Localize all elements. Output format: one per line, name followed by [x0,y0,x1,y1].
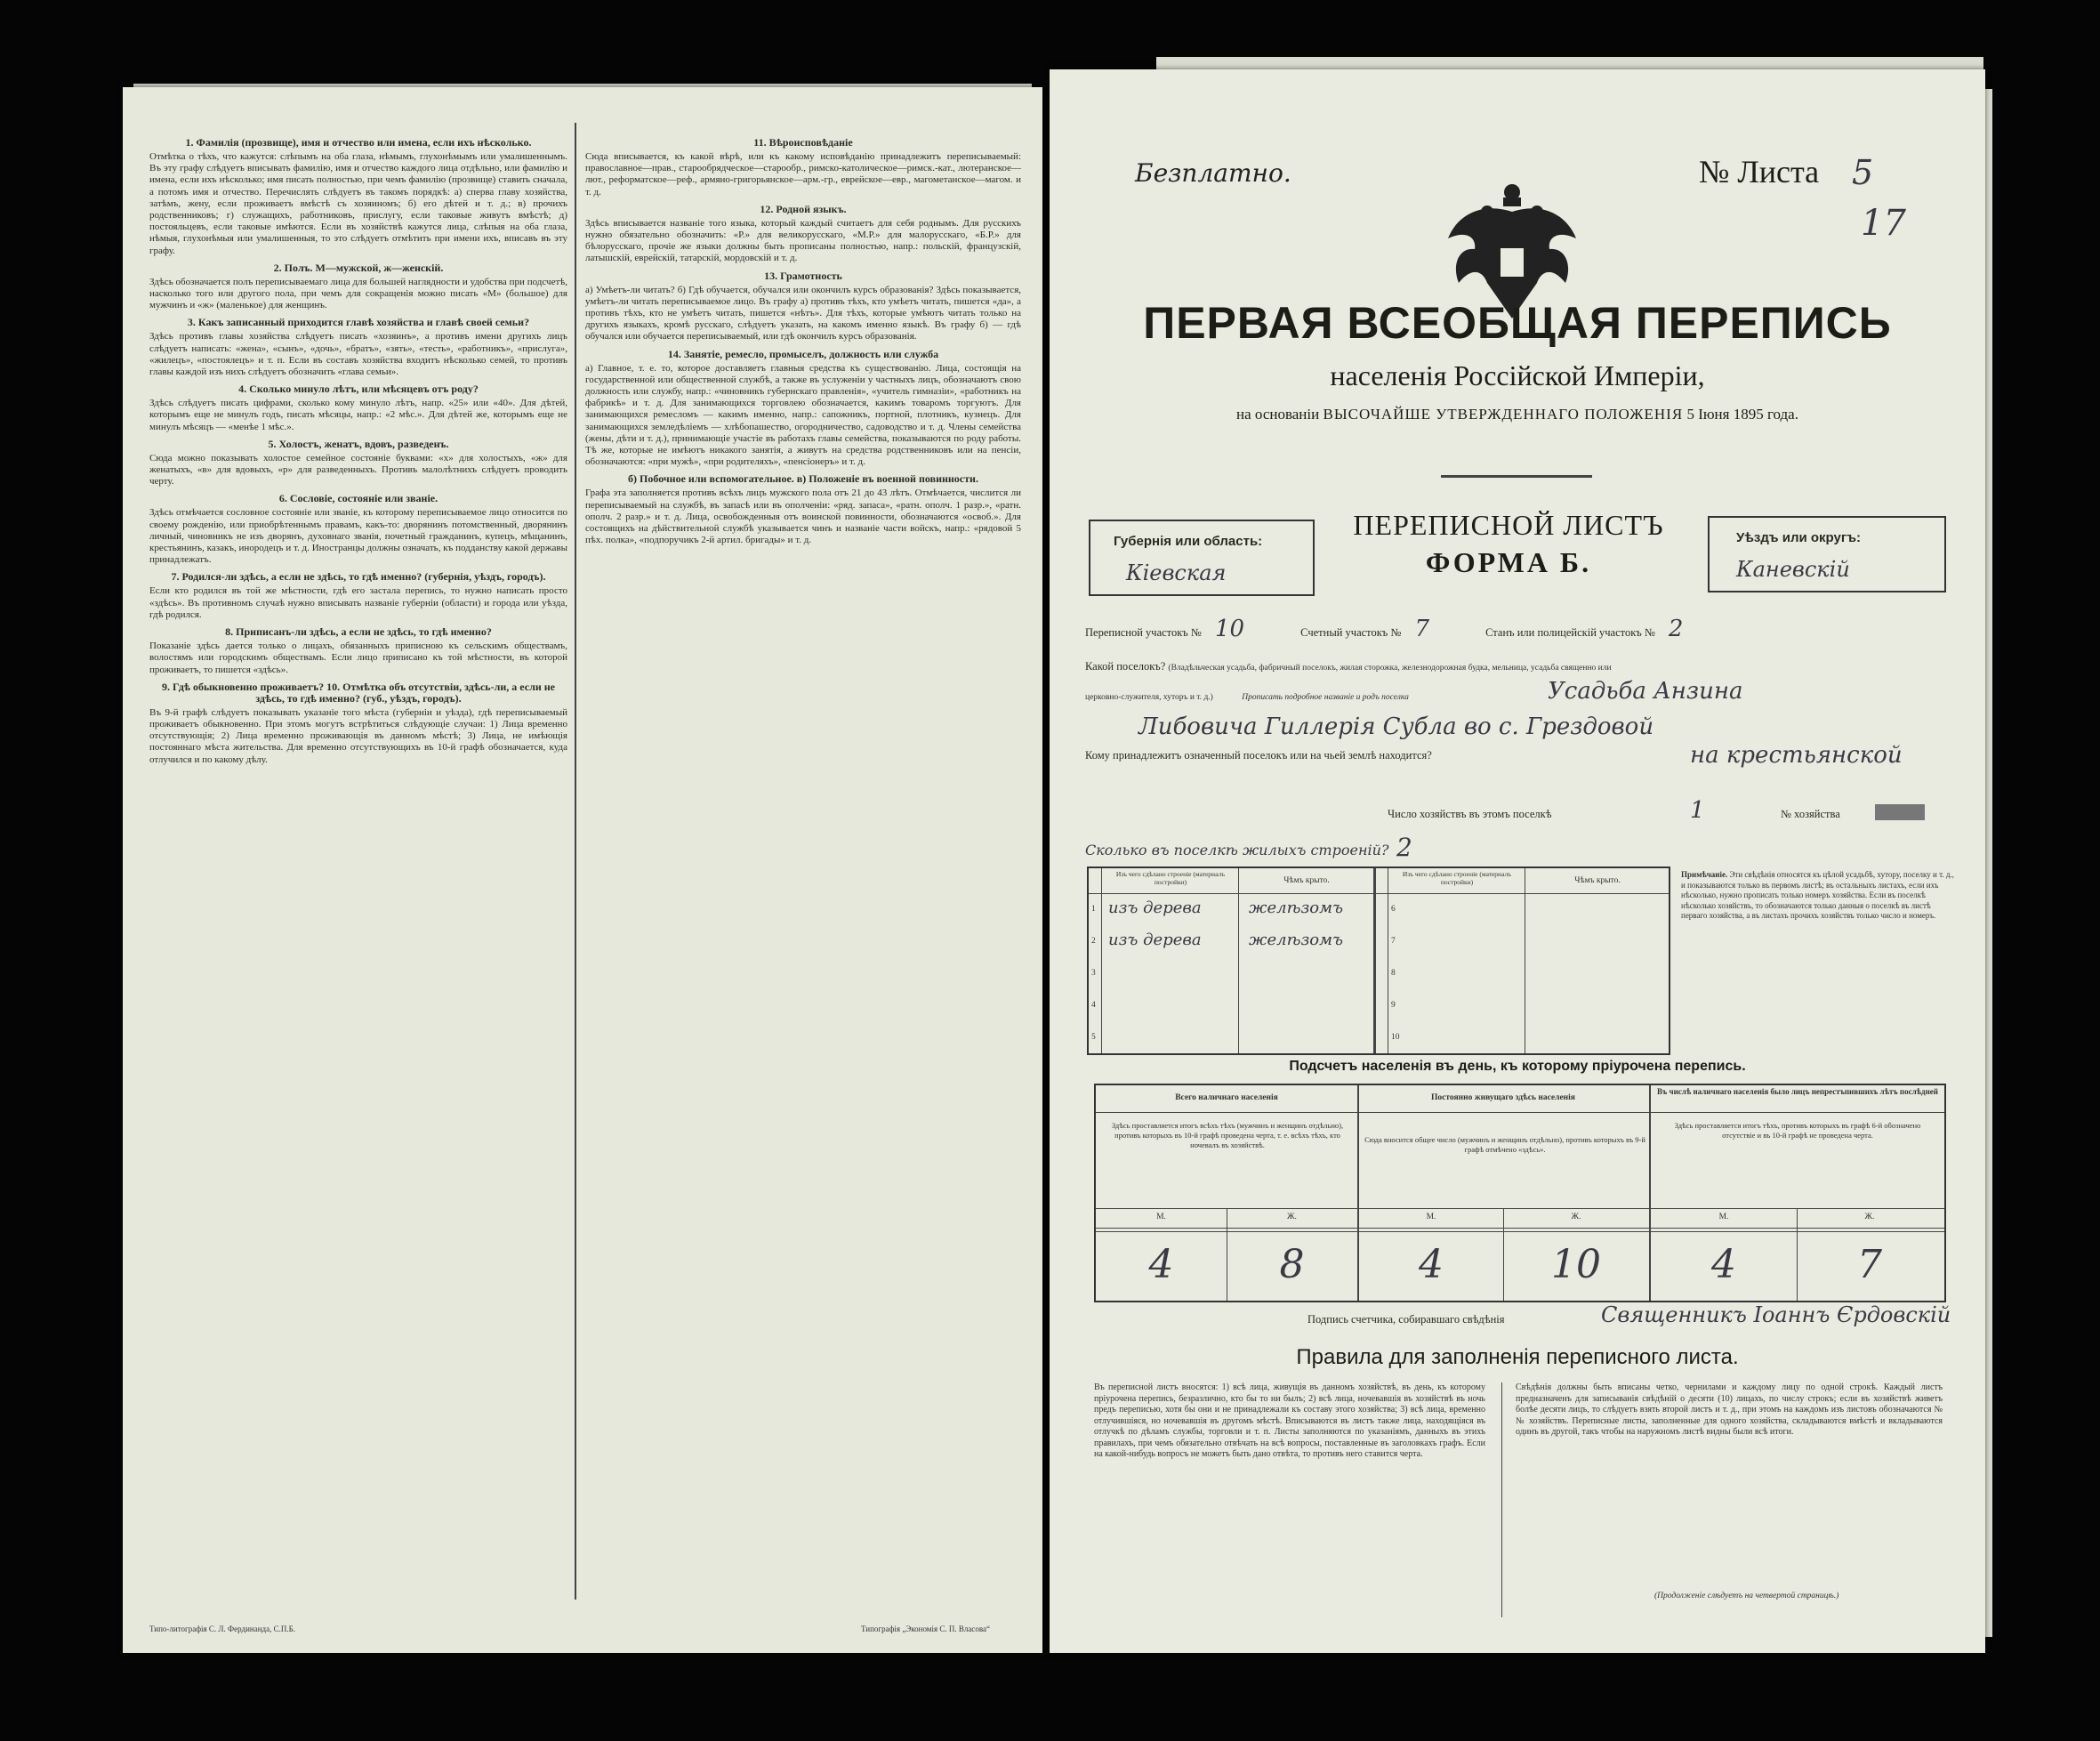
building-row-number: 2 [1091,937,1096,946]
count-col-head-2: Постоянно живущаго здѣсь населенія [1431,1093,1575,1102]
sex-male-header: М. [1718,1213,1729,1221]
buildings-note-body: Эти свѣдѣнія относятся къ цѣлой усадьбѣ, хутору, поселку и т. д., и показываются только въ первомъ листѣ; въ остальныхъ листахъ, если ихъ нѣсколько, нужно прописать только номеръ хозяйства. Если въ поселкѣ нѣсколько хозяйствъ, то обозначаются только данныя о поселкѣ въ листѣ перваго хозяйства, а въ листахъ прочихъ хозяйствъ только число и номеръ. [1681,870,1954,920]
household-number-box [1875,804,1925,820]
buildings-note [1681,870,1957,922]
building-row-number-2: 6 [1391,905,1396,914]
building-row-number-2: 7 [1391,937,1396,946]
settlement-name-hint: Прописать подробное названіе и родъ поселка [1242,693,1409,702]
guberniya-value: Кіевская [1126,560,1227,585]
instruction-heading: 2. Полъ. М—мужской, ж—женскій. [273,261,444,274]
instruction-body: Графа эта заполняется противъ всѣхъ лицъ мужского пола отъ 21 до 43 лѣтъ. Отмѣчается, числится ли переписываемый на службѣ, въ запасѣ или въ ополченіи: «ряд. запаса», «ратн. ополч. 1 разр.», «ратн. ополч. 2 разр.» и т. д. Лица, освобожденныя отъ воинской повинности, обозначаются «освоб.». Для состоящихъ на дѣйствительной службѣ указывается чинъ и названіе части войскъ, напр.: «рядовой 5 пѣх. полка», «подпоручикъ 2-й артил. бригады» и т. д. [585,488,1021,546]
settlement-hint: (Владѣльческая усадьба, фабричный поселокъ, жилая сторожка, железнодорожная будка, мельница, усадьба священно или [1168,664,1612,673]
population-count-value: 4 [1148,1242,1174,1287]
form-title: ПЕРЕПИСНОЙ ЛИСТЪ [1353,509,1664,541]
counting-district-label: Счетный участокъ № [1300,626,1402,639]
sheet-number-label: № Листа [1699,154,1820,189]
count-col-desc-1: Здѣсь проставляется итогъ всѣхъ тѣхъ (мужчинъ и женщинъ отдѣльно), противъ которыхъ въ 10-й графѣ проведена черта, т. е. всѣхъ тѣхъ, кто ночевалъ въ хозяйствѣ. [1111,1121,1344,1149]
signature-label: Подпись счетчика, собиравшаго свѣдѣнія [1307,1313,1505,1326]
instruction-heading: 1. Фамилія (прозвище), имя и отчество или имена, если ихъ нѣсколько. [185,136,532,149]
buildings-table [1087,866,1670,1055]
instruction-body: а) Главное, т. е. то, которое доставляетъ главныя средства къ существованію. Лица, состоящія на государственной или общественной службѣ, а также въ услуженіи у частныхъ лицъ, обозначаютъ свою должность или службу, напр.: «чиновникъ губернскаго правленія», «учитель гимназіи», «работникъ на фабрикѣ» и т. д. Для занимающихся торговлею обозначается, какимъ товаромъ торгуютъ. Для занимающихся ремесломъ — какимъ именно, напр.: сапожникъ, портной, плотникъ, кузнецъ. Для занимающихся земледѣліемъ — хлѣбопашество, огородничество, садоводство и т. д. Члены семейства (жены, дѣти и т. д.), принимающіе участіе въ работахъ главы семейства, показываются по роду работы. Тѣ же, которые не имѣютъ никакого занятія, а живутъ на средства родственниковъ или на пенсіи, обозначаются: «при мужѣ», «при родителяхъ», «пенсіонеръ» и т. д. [585,362,1021,468]
rules-divider [1501,1382,1502,1617]
district-line [1085,616,1966,642]
count-col-head-3: Въ числѣ наличнаго населенія было лицъ непрестъпившихъ лѣтъ послѣдней [1657,1087,1938,1096]
building-material: изъ дерева [1108,899,1202,917]
instructions-column-2 [585,132,1021,550]
uezd-label: Уѣздъ или округъ: [1736,530,1862,545]
instruction-heading: 6. Сословіе, состояніе или званіе. [278,492,439,505]
households-value: 1 [1690,797,1705,824]
building-material: изъ дерева [1108,931,1202,949]
instruction-body: Въ 9-й графѣ слѣдуетъ показывать указаніе того мѣста (губерніи и уѣзда), гдѣ переписываемый проживаетъ обыкновенно. При этомъ могутъ встрѣтиться слѣдующіе случаи: 1) Лица временно отсутствующія; 2) Лица временно проживающія въ данномъ мѣстѣ; 3) Лица, не имѣющія постояннаго мѣста жительства. Для временно отсутствующихъ въ 10-й графѣ обозначается, куда отлучился и по какому дѣлу. [149,706,567,765]
population-count-value: 7 [1857,1242,1882,1287]
building-row-number: 3 [1091,969,1096,978]
instruction-body: Отмѣтка о тѣхъ, что кажутся: слѣпымъ на оба глаза, нѣмымъ, глухонѣмымъ или умалишеннымъ. Въ эту графу слѣдуетъ вписывать фамилію, имя и отчество каждого лица отдѣльно, или фамилію и имена, если ихъ нѣсколько; имя писать полностью, при чемъ фамилію (прозвище) ставить сначала, а потомъ имя и отчество. Перечислять слѣдуетъ въ такомъ порядкѣ: а) сперва главу хозяйства, затѣмъ, жену, если проживаетъ вмѣстѣ съ хозяиномъ; б) его дѣтей и т. д.; в) прочихъ родственниковъ; г) служащихъ, работниковъ, прислугу, если таковые живутъ вмѣстѣ; д) постояльцевъ, если таковые имѣются. Если въ хозяйствѣ кажутся лица, слѣпыя на оба глаза, нѣмыя, глухонѣмыя или умалишенныя, то это слѣдуетъ отмѣтить при имени ихъ, вписавъ въ эту графу. [149,151,567,256]
stan-value: 2 [1668,616,1684,642]
census-basis-line [1050,406,1985,423]
form-subtitle: ФОРМА Б. [1425,546,1592,578]
census-district-label: Переписной участокъ № [1085,626,1202,639]
basis-caps: ВЫСОЧАЙШЕ УТВЕРЖДЕННАГО ПОЛОЖЕНІЯ [1323,406,1684,423]
instruction-body: Здѣсь слѣдуетъ писать цифрами, сколько кому минуло лѣтъ, напр. «25» или «40». Для дѣтей, которымъ еще не минулъ годъ, писать мѣсяцы, напр.: «2 мѣс.». Для дѣтей же, которымъ еще не минулъ мѣсяцъ — «менѣе 1 мѣс.». [149,398,567,432]
sex-female-header: Ж. [1864,1213,1875,1221]
instruction-body: Здѣсь обозначается полъ переписываемаго лица для большей наглядности и удобства при подсчетѣ, насколько того или другого пола, при чемъ для сокращенія можно писать «М» (большое) для мужчинъ и «ж» (маленькое) для женщинъ. [149,276,567,311]
population-count-value: 4 [1419,1242,1444,1287]
count-col-desc-3: Здѣсь проставляется итогъ тѣхъ, противъ которыхъ въ графѣ 6-й обозначено отсутствіе и въ 10-й графѣ не проведена черта. [1674,1121,1921,1140]
instruction-body: Показаніе здѣсь дается только о лицахъ, обязанныхъ приписною къ сельскимъ обществамъ, волостямъ или городскимъ обществамъ. Если лицо приписано къ той мѣстности, въ которой проживаетъ, то пишется «здѣсь». [149,641,567,675]
sheet-number-extra: 17 [1861,203,1906,244]
instruction-heading: 12. Родной языкъ. [760,202,847,215]
settlement-value-2: Либовича Гиллерія Субла во с. Грездовой [1139,713,1654,740]
settlement-hint-2: церковно-служителя, хуторъ и т. д.) [1085,693,1213,702]
right-page-census-form [1050,69,1985,1653]
counting-district-value: 7 [1414,616,1429,642]
buildings-head-material: Изъ чего сдѣлано строеніе (материалъ постройки) [1115,870,1226,886]
sex-female-header: Ж. [1287,1213,1297,1221]
instruction-heading: б) Побочное или вспомогательное. в) Положеніе въ военной повинности. [628,472,978,486]
rules-left-column: Въ переписной листъ вносятся: 1) всѣ лица, живущія въ данномъ хозяйствѣ, въ день, къ которому пріурочена перепись, безразлично, кто бы то ни былъ; 2) всѣ лица, ночевавшія въ хозяйствѣ въ ночь предъ переписью, хотя бы они и не принадлежали къ составу этого хозяйства; 3) всѣ лица, временно отлучившіяся, но ночевавшія въ другомъ мѣстѣ. Вписываются въ листъ также лица, находящіяся въ отлучкѣ по дѣламъ службы, торговли и т. п. Листы заполняются по указаніямъ, данныхъ въ этихъ правилахъ, при чемъ обязательно отвѣчать на всѣ вопросы, поставленные въ заголовкахъ графъ. Если на какой-нибудь вопросъ не можетъ быть дано отвѣта, то противъ него ставится черта. [1094,1382,1485,1459]
stan-label: Станъ или полицейскій участокъ № [1485,626,1655,639]
settlement-q-text: Какой поселокъ? [1085,660,1166,673]
count-heading: Подсчетъ населенія въ день, къ которому пріурочена перепись. [1289,1059,1746,1074]
uezd-value: Каневскій [1736,557,1850,582]
population-count-value: 8 [1279,1242,1305,1287]
instruction-body: Сюда вписывается, къ какой вѣрѣ, или къ какому исповѣданію принадлежитъ переписываемый: православное—прав., старообрядческое—старообр., римско-католическое—римск.-кат., лютеранское—лют., реформатское—реф., армяно-григорьянское—арм.-гр., еврейское—евр., магометанское—магом. и т. д. [585,151,1021,197]
buildings-head-roof-2: Чѣмъ крыто. [1574,876,1621,885]
building-row-number-2: 10 [1391,1033,1400,1042]
sex-male-header: М. [1426,1213,1436,1221]
buildings-head-roof: Чѣмъ крыто. [1283,876,1330,885]
instruction-body: Здѣсь вписывается названіе того языка, который каждый считаетъ для себя роднымъ. Для русскихъ нужно обязательно обозначить: «Р.» для великорусскаго, «М.Р.» для малорусскаго, «Б.Р.» для бѣлорусскаго, прочіе же языки должны быть прописаны полностью, напр.: польскій, французскій, латышскій, еврейскій, татарскій, мордовскій и т. д. [585,217,1021,264]
settlement-value-1: Усадьба Анзина [1548,678,1743,705]
rules-title: Правила для заполненія переписного листа. [1296,1345,1739,1369]
buildings-note-title: Примѣчаніе. [1681,870,1728,879]
building-row-number-2: 8 [1391,969,1396,978]
settlement-question [1085,660,1966,673]
signature-value: Священникъ Іоаннъ Єрдовскій [1601,1302,1951,1327]
instruction-body: Здѣсь противъ главы хозяйства слѣдуетъ писать «хозяинъ», а противъ имени другихъ лицъ слѣдуетъ написать: «жена», «сынъ», «дочь», «братъ», «зять», «тесть», «работникъ», «прислуга», «жилецъ», «постоялецъ» и т. п. Если въ составъ хозяйства входитъ нѣсколько семей, то противъ главы каждой изъ нихъ слѣдуетъ обозначить «глава семьи». [149,331,567,378]
rules-footer: (Продолженіе слѣдуетъ на четвертой страницѣ.) [1654,1592,1839,1600]
owner-value: на крестьянской [1690,742,1903,769]
instruction-heading: 11. Вѣроисповѣданіе [753,136,853,149]
population-count-value: 4 [1711,1242,1736,1287]
instruction-heading: 13. Грамотность [764,269,842,282]
population-count-table [1094,1084,1946,1302]
buildings-head-material-2: Изъ чего сдѣлано строеніе (материалъ постройки) [1402,870,1512,886]
instruction-heading: 5. Холостъ, женатъ, вдовъ, разведенъ. [268,437,449,450]
guberniya-label: Губернія или область: [1114,534,1263,549]
instruction-body: Если кто родился въ той же мѣстности, гдѣ его застала перепись, то нужно написать просто «здѣсь». Въ противномъ случаѣ нужно вписывать названіе губерніи (области) и города или уѣзда, гдѣ родился. [149,585,567,620]
instruction-heading: 3. Какъ записанный приходится главѣ хозяйства и главѣ своей семьи? [187,316,530,329]
instruction-body: а) Умѣетъ-ли читать? б) Гдѣ обучается, обучался или окончилъ курсъ образованія? Здѣсь показывается, умѣетъ-ли читать переписываемое лицо. Въ графу а) противъ тѣхъ, кто умѣетъ читать, пишется «да», а противъ тѣхъ, кто не умѣетъ читать, пишется «нѣтъ». Для тѣхъ, которые умѣютъ читать только на другихъ языкахъ, кромѣ русскаго, слѣдуетъ указать, на какомъ именно языкѣ. Въ графу б) — гдѣ обучался или обучается переписываемый, или гдѣ окончилъ курсъ образованія. [585,284,1021,343]
census-title: ПЕРВАЯ ВСЕОБЩАЯ ПЕРЕПИСЬ [1143,298,1892,348]
census-district-value: 10 [1214,616,1245,642]
instruction-heading: 14. Занятіе, ремесло, промыселъ, должность или служба [667,347,939,360]
rules-right-column: Свѣдѣнія должны быть вписаны четко, чернилами и каждому лицу по одной строкѣ. Каждый листъ предназначенъ для записыванія свѣдѣній о десяти (10) лицахъ, по числу строкъ; если въ хозяйствѣ живетъ болѣе десяти лицъ, то слѣдуетъ взять второй листъ и т. д., при этомъ на каждомъ изъ листовъ обозначаются №№ хозяйствъ. Переписные листы, заполненные для одного хозяйства, складываются вмѣстѣ и вкладываются одинъ въ другой, такъ чтобы на наружномъ листѣ видны были всѣ итоги. [1516,1382,1943,1437]
dwellings-label: Сколько въ поселкѣ жилыхъ строеній? [1085,842,1389,858]
dwellings-value: 2 [1396,833,1412,862]
sex-male-header: М. [1156,1213,1166,1221]
settlement-question-2 [1085,692,1409,703]
instruction-heading: 4. Сколько минуло лѣтъ, или мѣсяцевъ отъ роду? [238,383,479,396]
count-col-head-1: Всего наличнаго населенія [1175,1093,1278,1102]
instruction-heading: 7. Родился-ли здѣсь, а если не здѣсь, то гдѣ именно? (губернія, уѣздъ, городъ). [171,570,546,584]
building-row-number: 4 [1091,1001,1096,1010]
left-page-instructions [123,87,1042,1653]
basis-date: 5 Іюня 1895 года. [1686,406,1798,423]
building-roof: желѣзомъ [1249,931,1344,949]
building-row-number: 1 [1091,905,1096,914]
census-subtitle: населенія Россійской Имперіи, [1330,359,1705,391]
free-label: Безплатно. [1135,158,1291,188]
instruction-body: Здѣсь отмѣчается сословное состояніе или званіе, къ которому переписываемое лицо относится по своему рожденію, или приобрѣтеннымъ правамъ, какъ-то: дворянинъ потомственный, дворянинъ личный, чиновникъ не изъ дворянъ, духовнаго званія, почетный гражданинъ, купецъ, мѣщанинъ, крестьянинъ, казакъ, инородецъ и т. д. Иностранцы должны означать, къ подданству какой державы принадлежатъ. [149,507,567,566]
title-rule [1441,475,1592,478]
count-col-desc-2: Сюда вносится общее число (мужчинъ и женщинъ отдѣльно), противъ которыхъ въ 9-й графѣ отмѣчено «здѣсь». [1364,1135,1645,1154]
left-column-divider [575,123,576,1600]
building-roof: желѣзомъ [1249,899,1344,917]
basis-prefix: на основаніи [1236,406,1320,423]
building-row-number-2: 9 [1391,1001,1396,1010]
uezd-box [1708,516,1946,592]
instruction-heading: 8. Приписанъ-ли здѣсь, а если не здѣсь, то гдѣ именно? [225,625,492,639]
building-row-number: 5 [1091,1033,1096,1042]
instructions-column-1 [149,132,567,770]
instruction-body: Сюда можно показывать холостое семейное состояніе буквами: «х» для холостыхъ, «ж» для женатыхъ, «в» для вдовыхъ, «р» для разведенныхъ. Противъ малолѣтнихъ слѣдуетъ проводить черту. [149,452,567,488]
sex-female-header: Ж. [1571,1213,1581,1221]
printer-imprint-right: Типографія „Экономія С. П. Власова“ [861,1624,991,1633]
population-count-value: 10 [1551,1242,1601,1287]
printer-imprint-left: Типо-литографія С. Л. Фердинанда, С.П.Б. [149,1624,296,1633]
instruction-heading: 9. Гдѣ обыкновенно проживаетъ? 10. Отмѣтка объ отсутствіи, здѣсь-ли, а если не здѣсь, то гдѣ именно? (губ., уѣздъ, городъ). [162,680,555,705]
household-number-label: № хозяйства [1781,808,1840,820]
owner-question: Кому принадлежитъ означенный поселокъ или на чьей землѣ находится? [1085,749,1432,762]
guberniya-box [1089,520,1315,596]
sheet-number-value: 5 [1852,153,1874,192]
households-label: Число хозяйствъ въ этомъ поселкѣ [1388,808,1552,820]
